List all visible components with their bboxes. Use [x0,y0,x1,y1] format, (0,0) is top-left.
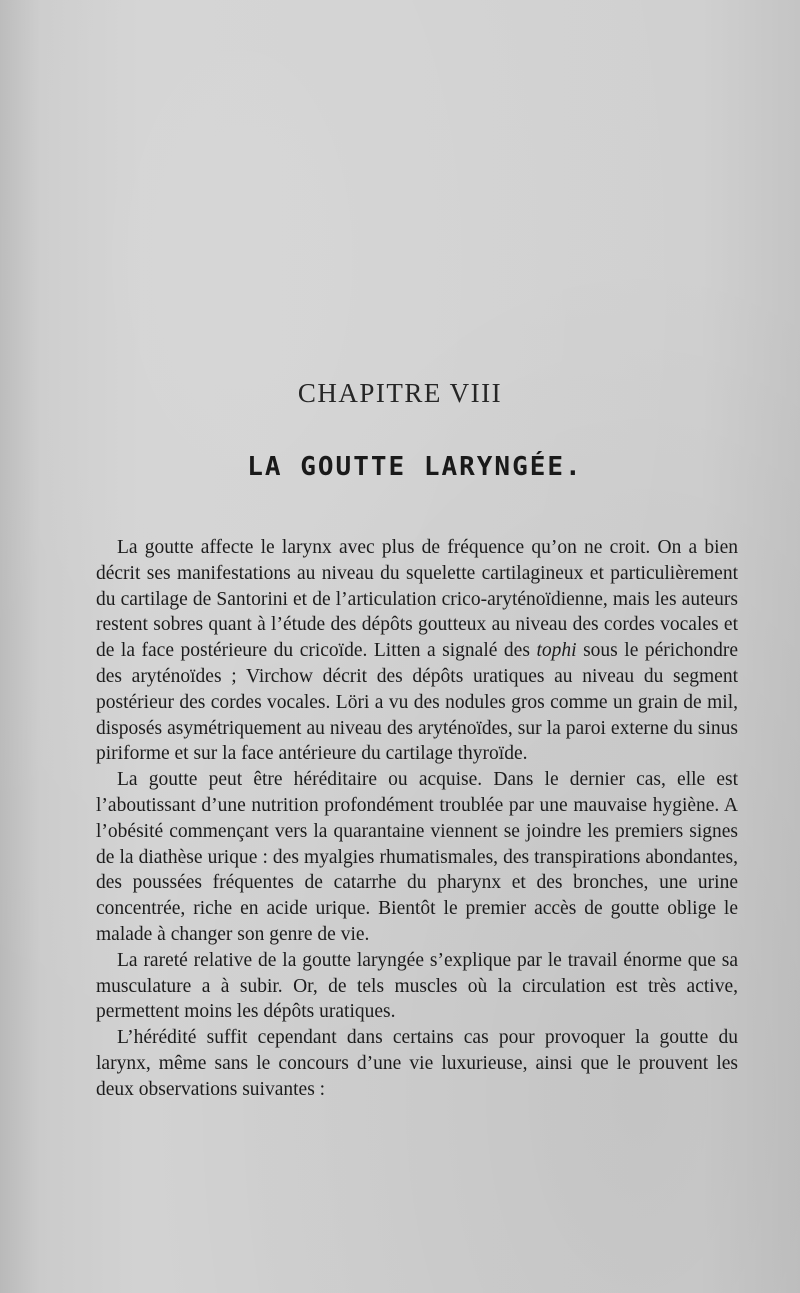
paragraph-3: La rareté relative de la goutte laryngée s’explique par le travail énorme que sa musculature a à subir. Or, de tels muscles où la circulation est très active, permettent moins les dépôts uratiques. [96,949,738,1023]
chapter-number: CHAPITRE VIII [297,378,503,408]
body-text [96,535,738,1103]
tophi-emphasis: tophi [536,640,577,662]
paragraph-1 [96,535,738,767]
paragraph-4: L’hérédité suffit cependant dans certains cas pour provoquer la goutte du larynx, même sans le concours d’une vie luxurieuse, ainsi que le prouvent les deux observations suivantes : [96,1027,738,1100]
paragraph-2: La goutte peut être héréditaire ou acquise. Dans le dernier cas, elle est l’aboutissant d’une nutrition profondément troublée par une mauvaise hygiène. A l’obésité commençant vers la quarantaine viennent se joindre les premiers signes de la diathèse urique : des myalgies rhumatismales, des transpirations abondantes, des poussées fréquentes de catarrhe du pharynx et des bronches, une urine concentrée, riche en acide urique. Bientôt le premier accès de goutte oblige le malade à changer son genre de vie. [96,769,738,945]
chapter-title: LA GOUTTE LARYNGÉE. [247,452,583,482]
paragraph-1-text: La goutte affecte le larynx avec plus de fréquence qu’on ne croit. On a bien décrit ses manifestations au niveau du squelette cartilagineux et particulièrement du cartilage de Santorini et de l’articulation crico-aryténoïdienne, mais les auteurs restent sobres quant à l’étude des dépôts goutteux au niveau des cordes vocales et de la face postérieure du cricoïde. Litten a signalé des [96,537,738,662]
paragraph-1-text-cont: sous le périchondre des aryténoïdes ; Virchow décrit des dépôts uratiques au niveau du segment postérieur des cordes vocales. Löri a vu des nodules gros comme un grain de mil, disposés asymétriquement au niveau des aryténoïdes, sur la paroi externe du sinus piriforme et sur la face antérieure du cartilage thyroïde. [96,640,738,765]
